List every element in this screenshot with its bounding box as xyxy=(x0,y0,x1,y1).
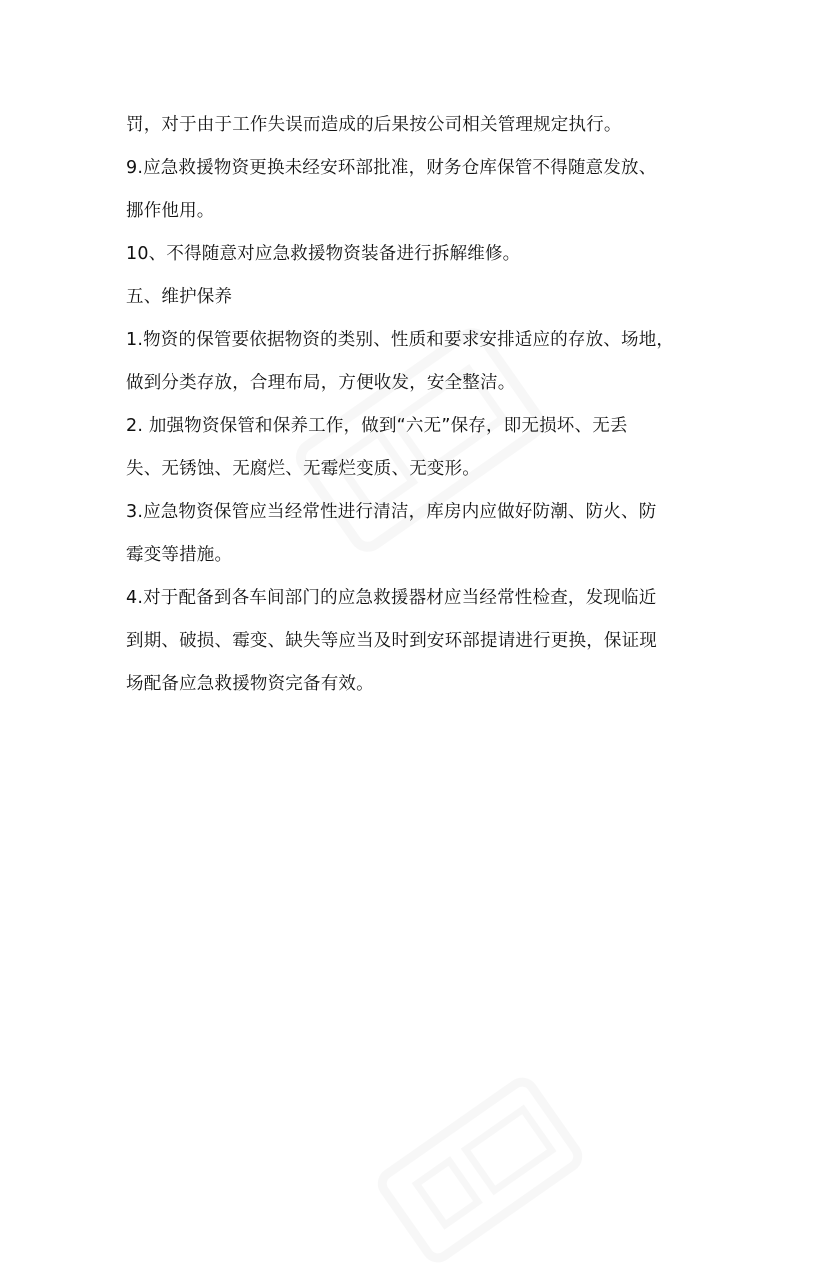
text-line-14: 场配备应急救援物资完备有效。 xyxy=(126,674,374,694)
text-line-4: 10、不得随意对应急救援物资装备进行拆解维修。 xyxy=(126,244,521,264)
text-line-1: 罚，对于由于工作失误而造成的后果按公司相关管理规定执行。 xyxy=(126,115,622,135)
text-line-9: 失、无锈蚀、无腐烂、无霉烂变质、无变形。 xyxy=(126,459,480,479)
text-line-3: 挪作他用。 xyxy=(126,201,215,221)
text-line-8: 2. 加强物资保管和保养工作，做到“六无”保存，即无损坏、无丢 xyxy=(126,416,628,436)
text-line-13: 到期、破损、霉变、缺失等应当及时到安环部提请进行更换，保证现 xyxy=(126,631,657,651)
watermark-graphic-bottom xyxy=(364,1063,597,1276)
section-heading-maintenance: 五、维护保养 xyxy=(126,287,233,307)
text-line-7: 做到分类存放，合理布局，方便收发，安全整洁。 xyxy=(126,373,516,393)
text-line-6: 1.物资的保管要依据物资的类别、性质和要求安排适应的存放、场地， xyxy=(126,330,675,350)
text-line-12: 4.对于配备到各车间部门的应急救援器材应当经常性检查，发现临近 xyxy=(126,588,657,608)
text-line-11: 霉变等措施。 xyxy=(126,545,233,565)
document-body xyxy=(126,104,726,706)
text-line-2: 9.应急救援物资更换未经安环部批准，财务仓库保管不得随意发放、 xyxy=(126,158,657,178)
text-line-10: 3.应急物资保管应当经常性进行清洁，库房内应做好防潮、防火、防 xyxy=(126,502,657,522)
